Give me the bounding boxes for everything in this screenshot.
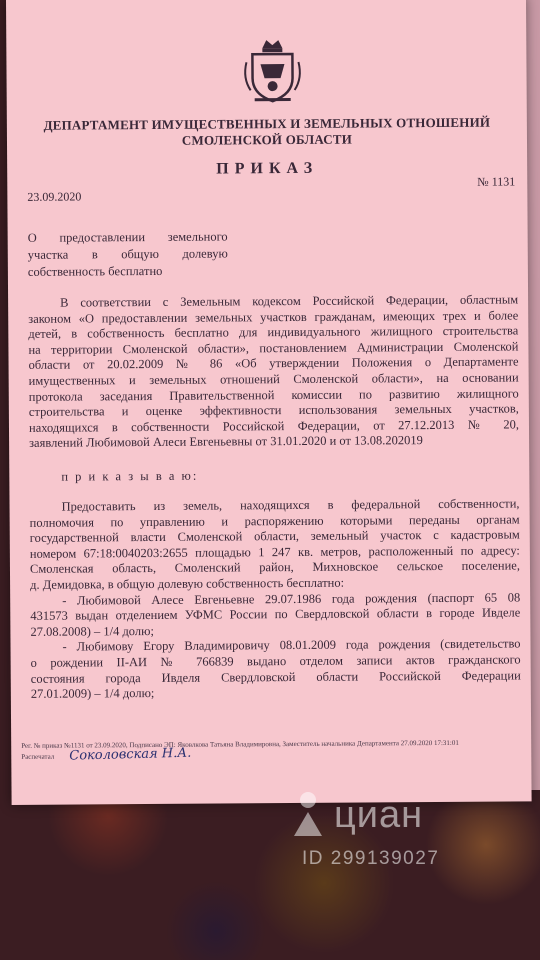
- body-line: 27.01.2009) – 1/4 долю;: [30, 686, 155, 701]
- preamble-line: находящихся в собственности Российской Федерации, от 27.12.2013 № 20,: [28, 417, 520, 435]
- printed-by-label: Распечатал: [21, 752, 55, 761]
- department-name: ДЕПАРТАМЕНТ ИМУЩЕСТВЕННЫХ И ЗЕМЕЛЬНЫХ ОТНОШЕНИЙ: [43, 114, 491, 133]
- cian-logo-icon: [288, 790, 328, 838]
- watermark-listing-id: ID 299139027: [302, 848, 440, 869]
- department-region: СМОЛЕНСКОЙ ОБЛАСТИ: [181, 131, 353, 148]
- preamble-line: детей, в собственность бесплатно для индивидуального жилищного строительства: [28, 323, 519, 342]
- watermark-brand: циан: [334, 794, 424, 836]
- body-line: Смоленская область, Смоленский район, Михновское сельское поселение,: [29, 558, 521, 577]
- preamble-line: В соответствии с Земельным кодексом Российской Федерации, областным: [60, 292, 519, 310]
- document-subject: [28, 228, 228, 280]
- coat-of-arms-emblem: [240, 38, 304, 104]
- order-body: [29, 496, 520, 702]
- document-date: 23.09.2020: [27, 189, 82, 204]
- body-line: 27.08.2008) – 1/4 долю;: [30, 623, 154, 639]
- preamble-line: области от 20.02.2009 № 86 «Об утверждении Положения о Департаменте: [28, 354, 519, 373]
- body-line: д. Демидовка, в общую долевую собственность бесплатно:: [30, 575, 345, 592]
- document-type-title: ПРИКАЗ: [216, 159, 319, 178]
- order-word: п р и к а з ы в а ю:: [61, 468, 199, 484]
- preamble-line: строительства и оценке эффективности использования земельных участков,: [28, 401, 519, 420]
- preamble-line: на территории Смоленской области», постановлением Администрации Смоленской: [28, 339, 519, 357]
- body-line: состояния города Ивделя Свердловской области Российской Федерации: [30, 667, 521, 686]
- body-line: номером 67:18:0040203:2655 площадью 1 247 кв. метров, расположенный по адресу:: [29, 543, 520, 561]
- body-line: о рождении II-АИ № 766839 выдано отделом записи актов гражданского: [30, 652, 521, 670]
- subject-line: О предоставлении земельного: [27, 229, 228, 245]
- document-page: [6, 0, 532, 805]
- body-line: полномочия по управлению и распоряжению которыми переданы органам: [29, 512, 520, 530]
- handwritten-name: Соколовская Н.А.: [69, 745, 192, 764]
- body-line: Предоставить из земель, находящихся в федеральной собственности,: [61, 496, 520, 514]
- subject-line: участка в общую долевую: [27, 246, 228, 262]
- body-line: государственной власти Смоленской области, земельный участок с кадастровым: [29, 527, 520, 546]
- preamble-paragraph: [28, 292, 519, 451]
- preamble-line: протокола заседания Правительственной комиссии по развитию жилищного: [28, 385, 519, 404]
- body-line: - Любимовой Алесе Евгеньевне 29.07.1986 года рождения (паспорт 65 08: [62, 589, 521, 608]
- preamble-line: заявлений Любимовой Алеси Евгеньевны от 31.01.2020 и от 13.08.202019: [29, 433, 423, 451]
- document-number: № 1131: [477, 174, 516, 189]
- body-line: 431573 выдан отделением УФМС России по Свердловской области в городе Ивделе: [30, 605, 521, 624]
- preamble-line: имущественных и земельных отношений Смоленской области», на основании: [28, 370, 519, 388]
- subject-line: собственность бесплатно: [27, 263, 163, 279]
- body-line: - Любимову Егору Владимировичу 08.01.2009 года рождения (свидетельство: [62, 636, 521, 654]
- registration-footer: Рег. № приказ №1131 от 23.09.2020, Подписано ЭП: Яковлкова Татьяна Владимировна, Заместитель начальника Департамента 27.09.2020 17:31:01: [21, 738, 459, 750]
- preamble-line: законом «О предоставлении земельных участков гражданам, имеющих трех и более: [28, 308, 519, 326]
